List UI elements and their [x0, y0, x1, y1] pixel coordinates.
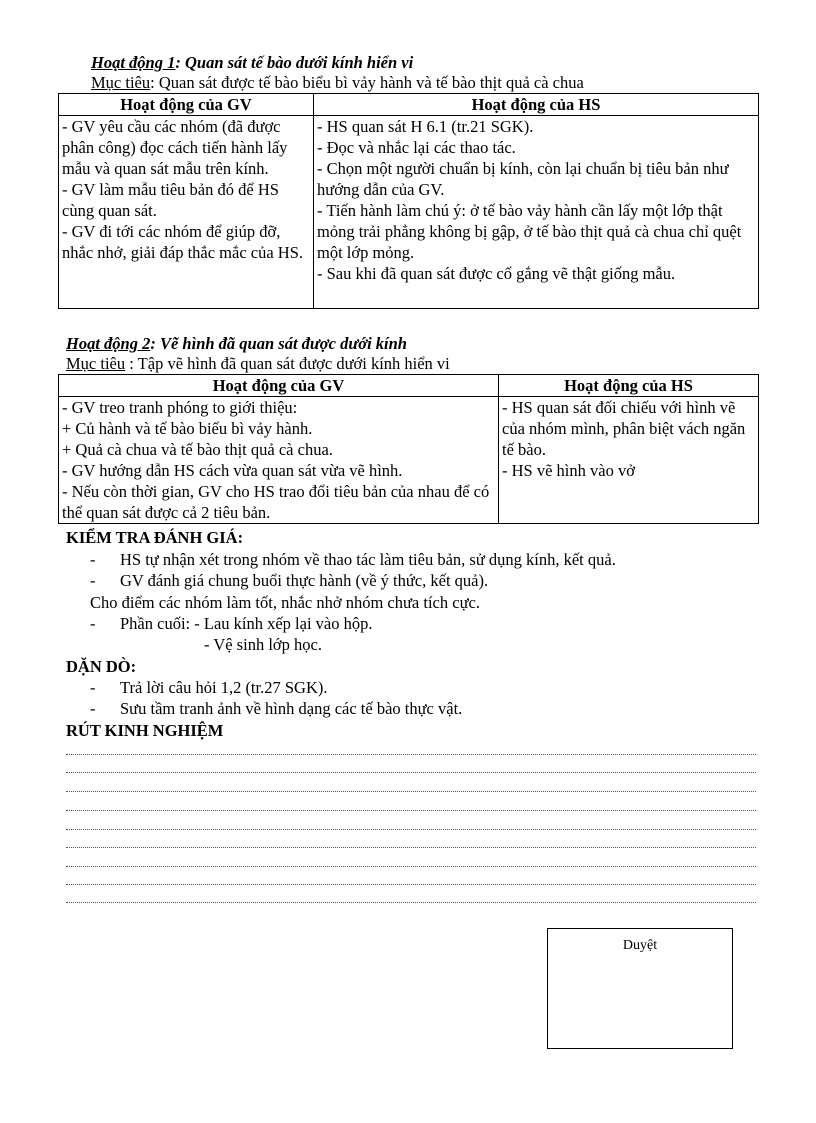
- assessment-item: [90, 549, 616, 570]
- assessment-title: KIỂM TRA ĐÁNH GIÁ:: [66, 528, 244, 547]
- homework-item: [90, 677, 327, 698]
- activity2-hs-line: - HS quan sát đối chiếu với hình vẽ của nhóm mình, phân biệt vách ngăn tế bào.: [502, 398, 746, 459]
- activity1-hs-cell: [314, 116, 759, 309]
- activity1-col-gv: Hoạt động của GV: [59, 94, 314, 116]
- activity2-gv-line: - GV treo tranh phóng to giới thiệu:: [62, 398, 298, 417]
- activity2-gv-line: + Củ hành và tế bào biểu bì vảy hành.: [62, 419, 313, 438]
- experience-title: RÚT KINH NGHIỆM: [66, 721, 224, 740]
- assessment-note: Cho điểm các nhóm làm tốt, nhắc nhở nhóm chưa tích cực.: [90, 593, 480, 612]
- dotted-line: [66, 902, 756, 903]
- activity1-table: [58, 93, 759, 309]
- activity2-gv-cell: [59, 397, 499, 524]
- activity1-goal-label: Mục tiêu: [91, 73, 151, 92]
- assessment-item-text: GV đánh giá chung buổi thực hành (về ý thức, kết quả).: [120, 571, 489, 590]
- activity2-col-gv: Hoạt động của GV: [59, 375, 499, 397]
- dotted-line: [66, 847, 756, 848]
- activity1-gv-line: - GV làm mẫu tiêu bản đó để HS cùng quan sát.: [62, 180, 279, 220]
- dotted-line: [66, 884, 756, 885]
- dotted-line: [66, 772, 756, 773]
- activity1-hs-line: - Đọc và nhắc lại các thao tác.: [317, 138, 516, 157]
- activity1-gv-line: - GV yêu cầu các nhóm (đã được phân công) đọc cách tiến hành lấy mẫu và quan sát mẫu trên kính.: [62, 117, 288, 178]
- approval-box: [547, 928, 733, 1049]
- activity1-hs-line: - Chọn một người chuẩn bị kính, còn lại chuẩn bị tiêu bản như hướng dẫn của GV.: [317, 159, 729, 199]
- activity1-heading-title: : Quan sát tế bào dưới kính hiển vi: [175, 53, 414, 72]
- activity2-hs-cell: [499, 397, 759, 524]
- bullet-dash: -: [90, 571, 96, 590]
- dotted-line: [66, 829, 756, 830]
- activity2-gv-line: - GV hướng dẫn HS cách vừa quan sát vừa vẽ hình.: [62, 461, 403, 480]
- activity2-hs-line: - HS vẽ hình vào vở: [502, 461, 635, 480]
- activity2-table: [58, 374, 759, 524]
- activity1-heading-label: Hoạt động 1: [91, 53, 176, 72]
- activity1-gv-line: - GV đi tới các nhóm để giúp đỡ, nhắc nhở, giải đáp thắc mắc của HS.: [62, 222, 304, 262]
- activity1-col-hs: Hoạt động của HS: [314, 94, 759, 116]
- dotted-line: [66, 866, 756, 867]
- assessment-item-text: HS tự nhận xét trong nhóm về thao tác làm tiêu bản, sử dụng kính, kết quả.: [120, 550, 616, 569]
- activity1-gv-cell: [59, 116, 314, 309]
- assessment-final-part-2: - Vệ sinh lớp học.: [204, 635, 322, 654]
- dotted-line: [66, 810, 756, 811]
- activity2-gv-line: + Quả cà chua và tế bào thịt quả cà chua.: [62, 440, 333, 459]
- homework-item: [90, 698, 462, 719]
- bullet-dash: -: [90, 614, 96, 633]
- activity1-hs-line: - HS quan sát H 6.1 (tr.21 SGK).: [317, 117, 534, 136]
- activity2-goal-text: : Tập vẽ hình đã quan sát được dưới kính hiển vi: [125, 354, 450, 373]
- activity2-goal-label: Mục tiêu: [66, 354, 126, 373]
- activity2-heading-label: Hoạt động 2: [66, 334, 151, 353]
- bullet-dash: -: [90, 550, 96, 569]
- bullet-dash: -: [90, 678, 96, 697]
- approval-label: Duyệt: [622, 938, 658, 953]
- activity1-goal: [91, 72, 584, 93]
- assessment-final-part: [90, 613, 373, 634]
- dotted-line: [66, 791, 756, 792]
- activity1-goal-text: : Quan sát được tế bào biểu bì vảy hành và tế bào thịt quả cà chua: [150, 73, 584, 92]
- activity2-heading-title: : Vẽ hình đã quan sát được dưới kính: [150, 334, 407, 353]
- activity2-heading: [66, 333, 407, 354]
- activity1-hs-line: - Sau khi đã quan sát được cố gắng vẽ thật giống mẫu.: [317, 264, 676, 283]
- homework-item-text: Trả lời câu hỏi 1,2 (tr.27 SGK).: [120, 678, 328, 697]
- activity2-gv-line: - Nếu còn thời gian, GV cho HS trao đổi tiêu bản của nhau để có thể quan sát được cả 2 tiêu bản.: [62, 482, 490, 522]
- assessment-item: [90, 570, 488, 591]
- bullet-dash: -: [90, 699, 96, 718]
- activity2-goal: [66, 353, 450, 374]
- dotted-line: [66, 754, 756, 755]
- homework-item-text: Sưu tầm tranh ảnh về hình dạng các tế bào thực vật.: [120, 699, 463, 718]
- assessment-final-part-text: Phần cuối: - Lau kính xếp lại vào hộp.: [120, 614, 373, 633]
- homework-title: DẶN DÒ:: [66, 657, 137, 676]
- activity1-hs-line: - Tiến hành làm chú ý: ở tế bào vảy hành cần lấy một lớp thật mỏng trải phẳng không bị gập, ở tế bào thịt quả cà chua chỉ quệt một lớp mỏng.: [317, 201, 742, 262]
- activity2-col-hs: Hoạt động của HS: [499, 375, 759, 397]
- activity1-heading: [91, 52, 413, 73]
